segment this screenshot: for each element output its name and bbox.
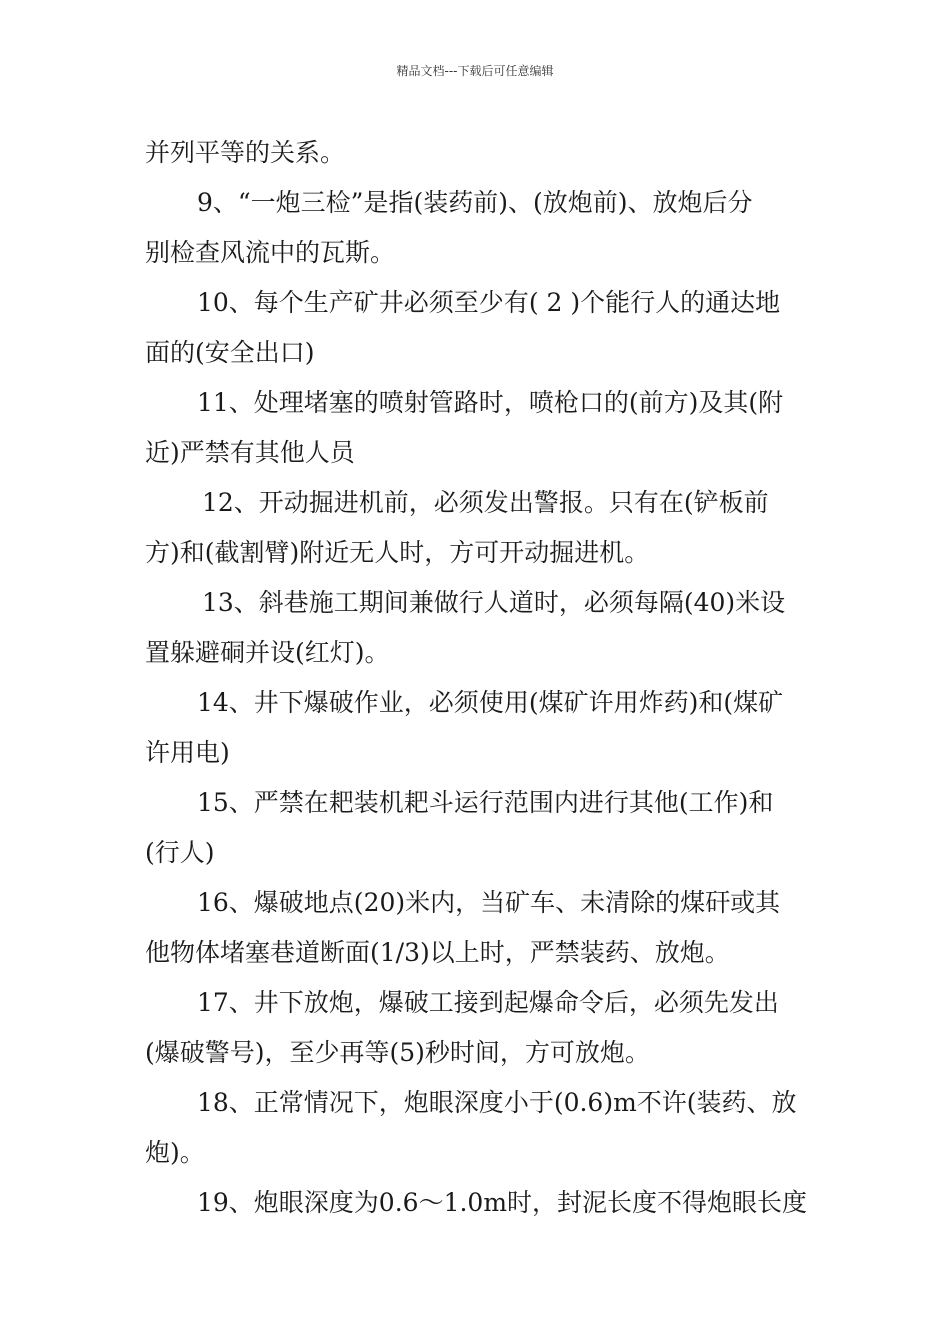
item-11-line-1: 11、处理堵塞的喷射管路时，喷枪口的(前方)及其(附	[197, 388, 784, 417]
item-13-line-2: 置躲避硐并设(红灯)。	[145, 638, 390, 667]
item-17-line-1: 17、井下放炮，爆破工接到起爆命令后，必须先发出	[197, 988, 779, 1017]
item-19-line-1: 19、炮眼深度为0.6～1.0m时，封泥长度不得炮眼长度	[197, 1188, 808, 1217]
text-line: 并列平等的关系。	[145, 138, 346, 167]
item-12-line-2: 方)和(截割臂)附近无人时，方可开动掘进机。	[145, 538, 650, 567]
item-14-line-1: 14、井下爆破作业，必须使用(煤矿许用炸药)和(煤矿	[197, 688, 784, 717]
item-13-line-1: 13、斜巷施工期间兼做行人道时，必须每隔(40)米设	[202, 588, 786, 617]
item-9-line-2: 别检查风流中的瓦斯。	[145, 238, 396, 267]
item-12-line-1: 12、开动掘进机前，必须发出警报。只有在(铲板前	[202, 488, 769, 517]
item-18-line-1: 18、正常情况下，炮眼深度小于(0.6)m不许(装药、放	[197, 1088, 797, 1117]
item-17-line-2: (爆破警号)，至少再等(5)秒时间，方可放炮。	[145, 1038, 650, 1067]
page-header: 精品文档---下载后可任意编辑	[396, 64, 554, 78]
item-11-line-2: 近)严禁有其他人员	[145, 438, 355, 467]
item-16-line-1: 16、爆破地点(20)米内，当矿车、未清除的煤矸或其	[197, 888, 781, 917]
item-10-line-2: 面的(安全出口)	[145, 338, 315, 367]
item-9-line-1: 9、“一炮三检”是指(装药前)、(放炮前)、放炮后分	[197, 188, 753, 217]
item-10-line-1: 10、每个生产矿井必须至少有( 2 )个能行人的通达地	[197, 288, 781, 317]
item-15-line-2: (行人)	[145, 838, 215, 867]
item-15-line-1: 15、严禁在耙装机耙斗运行范围内进行其他(工作)和	[197, 788, 774, 817]
item-18-line-2: 炮)。	[145, 1138, 205, 1167]
document-body	[145, 128, 810, 1228]
item-16-line-2: 他物体堵塞巷道断面(1/3)以上时，严禁装药、放炮。	[145, 938, 730, 967]
item-14-line-2: 许用电)	[145, 738, 230, 767]
